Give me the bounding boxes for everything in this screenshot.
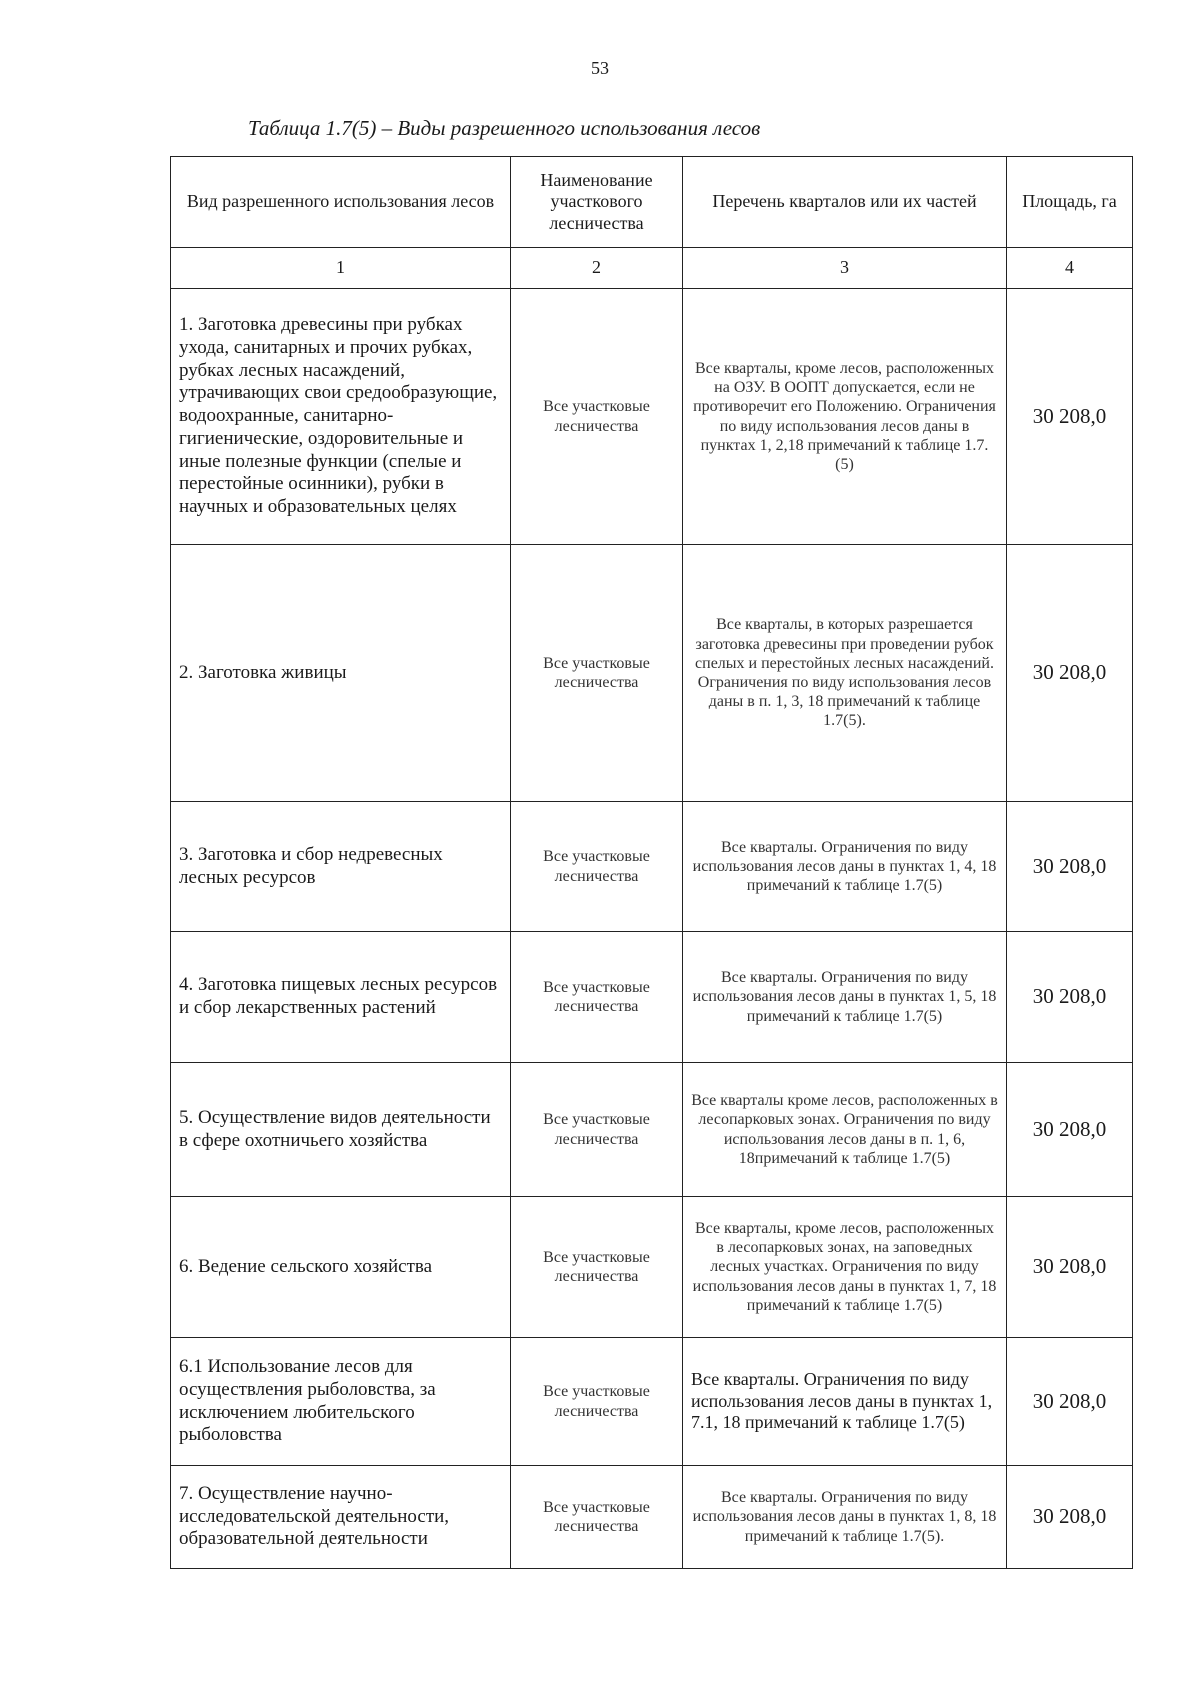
table-row	[171, 545, 1133, 802]
table-row	[171, 802, 1133, 932]
header-forestry: Наименование участкового лесничества	[511, 157, 683, 248]
use-kind-cell: 2. Заготовка живицы	[171, 545, 511, 802]
use-kind-cell: 6. Ведение сельского хозяйства	[171, 1197, 511, 1338]
forestry-cell: Все участковые лесничества	[511, 802, 683, 932]
forestry-cell: Все участковые лесничества	[511, 1197, 683, 1338]
table-row	[171, 289, 1133, 545]
forestry-cell: Все участковые лесничества	[511, 289, 683, 545]
area-cell: 30 208,0	[1007, 1197, 1133, 1338]
area-cell: 30 208,0	[1007, 289, 1133, 545]
header-blocks: Перечень кварталов или их частей	[683, 157, 1007, 248]
table-caption: Таблица 1.7(5) – Виды разрешенного использования лесов	[248, 116, 761, 140]
forestry-cell: Все участковые лесничества	[511, 1063, 683, 1197]
use-kind-cell: 7. Осуществление научно-исследовательской деятельности, образовательной деятельности	[171, 1466, 511, 1569]
blocks-cell: Все кварталы. Ограничения по виду использования лесов даны в пунктах 1, 7.1, 18 примечаний к таблице 1.7(5)	[683, 1338, 1007, 1466]
area-cell: 30 208,0	[1007, 932, 1133, 1063]
header-area: Площадь, га	[1007, 157, 1133, 248]
forestry-cell: Все участковые лесничества	[511, 1338, 683, 1466]
table-header-row	[171, 157, 1133, 248]
area-cell: 30 208,0	[1007, 1063, 1133, 1197]
forestry-cell: Все участковые лесничества	[511, 1466, 683, 1569]
table-row	[171, 1466, 1133, 1569]
header-kind: Вид разрешенного использования лесов	[171, 157, 511, 248]
forestry-cell: Все участковые лесничества	[511, 545, 683, 802]
area-cell: 30 208,0	[1007, 545, 1133, 802]
blocks-cell: Все кварталы, кроме лесов, расположенных в лесопарковых зонах, на заповедных лесных участках. Ограничения по виду использования лесов даны в пунктах 1, 7, 18 примечаний к таблице 1.7(5)	[683, 1197, 1007, 1338]
column-number: 2	[511, 248, 683, 289]
table-row	[171, 1197, 1133, 1338]
blocks-cell: Все кварталы, в которых разрешается заготовка древесины при проведении рубок спелых и перестойных лесных насаждений. Ограничения по виду использования лесов даны в п. 1, 3, 18 примечаний к таблице 1.7(5).	[683, 545, 1007, 802]
area-cell: 30 208,0	[1007, 802, 1133, 932]
area-cell: 30 208,0	[1007, 1338, 1133, 1466]
blocks-cell: Все кварталы кроме лесов, расположенных в лесопарковых зонах. Ограничения по виду использования лесов даны в п. 1, 6, 18примечаний к таблице 1.7(5)	[683, 1063, 1007, 1197]
use-kind-cell: 1. Заготовка древесины при рубках ухода, санитарных и прочих рубках, рубках лесных насаждений, утрачивающих свои средообразующие, водоохранные, санитарно-гигиенические, оздоровительные и иные полезные функции (спелые и перестойные осинники), рубки в научных и образовательных целях	[171, 289, 511, 545]
forest-use-table	[170, 156, 1133, 1569]
blocks-cell: Все кварталы, кроме лесов, расположенных на ОЗУ. В ООПТ допускается, если не противоречит его Положению. Ограничения по виду использования лесов даны в пунктах 1, 2,18 примечаний к таблице 1.7. (5)	[683, 289, 1007, 545]
table-row	[171, 1338, 1133, 1466]
table-row	[171, 1063, 1133, 1197]
column-number: 1	[171, 248, 511, 289]
column-number-row	[171, 248, 1133, 289]
blocks-cell: Все кварталы. Ограничения по виду использования лесов даны в пунктах 1, 8, 18 примечаний к таблице 1.7(5).	[683, 1466, 1007, 1569]
page-number: 53	[591, 58, 609, 78]
blocks-cell: Все кварталы. Ограничения по виду использования лесов даны в пунктах 1, 5, 18 примечаний к таблице 1.7(5)	[683, 932, 1007, 1063]
table-row	[171, 932, 1133, 1063]
blocks-cell: Все кварталы. Ограничения по виду использования лесов даны в пунктах 1, 4, 18 примечаний к таблице 1.7(5)	[683, 802, 1007, 932]
use-kind-cell: 3. Заготовка и сбор недревесных лесных ресурсов	[171, 802, 511, 932]
column-number: 3	[683, 248, 1007, 289]
area-cell: 30 208,0	[1007, 1466, 1133, 1569]
use-kind-cell: 6.1 Использование лесов для осуществления рыболовства, за исключением любительского рыболовства	[171, 1338, 511, 1466]
use-kind-cell: 5. Осуществление видов деятельности в сфере охотничьего хозяйства	[171, 1063, 511, 1197]
forestry-cell: Все участковые лесничества	[511, 932, 683, 1063]
use-kind-cell: 4. Заготовка пищевых лесных ресурсов и сбор лекарственных растений	[171, 932, 511, 1063]
column-number: 4	[1007, 248, 1133, 289]
